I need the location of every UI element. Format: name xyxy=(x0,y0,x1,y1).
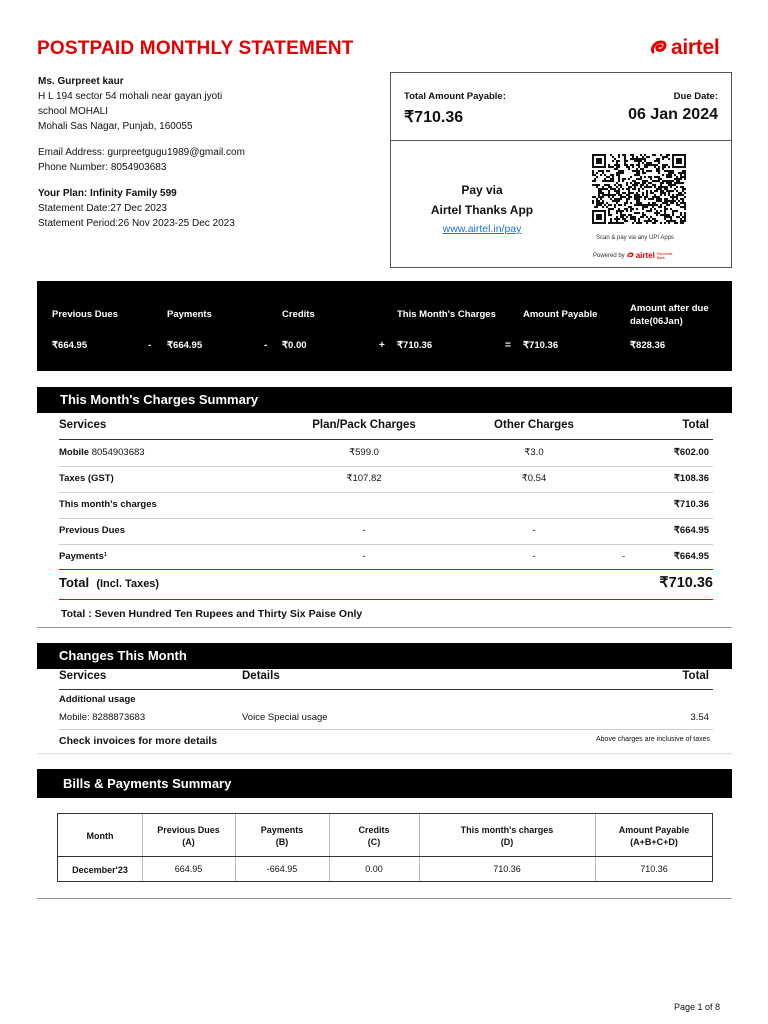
summary-header: Previous Dues xyxy=(52,309,118,320)
due-date-value: 06 Jan 2024 xyxy=(628,106,718,123)
column-header: Month xyxy=(86,831,114,841)
other-charge: ₹0.54 xyxy=(521,473,547,484)
group-label: Additional usage xyxy=(59,694,136,705)
summary-bar xyxy=(37,281,732,371)
summary-value: ₹828.36 xyxy=(630,340,666,351)
bills-payments-table xyxy=(57,813,713,882)
row-total: ₹710.36 xyxy=(673,499,709,510)
service-label: Payments¹ xyxy=(59,551,108,562)
statement-period: Statement Period:26 Nov 2023-25 Dec 2023 xyxy=(38,218,235,229)
summary-value: ₹0.00 xyxy=(282,340,307,351)
page-title: POSTPAID MONTHLY STATEMENT xyxy=(37,38,354,59)
column-header: Total xyxy=(682,670,709,682)
column-header: Amount Payable xyxy=(618,825,690,835)
column-header-sub: (A+B+C+D) xyxy=(630,837,678,847)
due-date-label: Due Date: xyxy=(673,91,718,102)
powered-by-sub: Payments Bank xyxy=(656,251,673,260)
total-label: Total xyxy=(59,575,90,590)
credits-cell: 0.00 xyxy=(365,864,383,874)
column-header: Payments xyxy=(260,825,304,835)
payment-box xyxy=(390,72,732,268)
tax-note: Above charges are inclusive of taxes xyxy=(595,736,710,743)
customer-name: Ms. Gurpreet kaur xyxy=(38,76,124,87)
summary-value: ₹664.95 xyxy=(167,340,203,351)
airtel-swirl-icon xyxy=(650,39,668,57)
total-amount-label: Total Amount Payable: xyxy=(404,91,506,102)
address-line: H L 194 sector 54 mohali near gayan jyoti xyxy=(38,91,223,102)
service-label: This month's charges xyxy=(59,499,157,510)
previous-dues-cell: 664.95 xyxy=(174,864,203,874)
pay-link[interactable]: www.airtel.in/pay xyxy=(442,223,522,235)
usage-details: Voice Special usage xyxy=(242,712,328,723)
scan-text: Scan & pay via any UPI Apps xyxy=(596,235,675,241)
summary-value: ₹710.36 xyxy=(397,340,433,351)
total-in-words: Total : Seven Hundred Ten Rupees and Thirty Six Paise Only xyxy=(61,608,363,620)
column-header: This month's charges xyxy=(460,825,554,835)
minus-sign: - xyxy=(622,551,626,562)
summary-operator: + xyxy=(379,340,385,351)
row-total: 3.54 xyxy=(690,712,709,723)
summary-header: Amount Payable xyxy=(523,309,598,320)
column-header: Previous Dues xyxy=(157,825,220,835)
airtel-swirl-icon xyxy=(627,252,634,259)
summary-header: This Month's Charges xyxy=(397,309,496,320)
service-number: 8054903683 xyxy=(91,447,145,458)
plan-charge: - xyxy=(362,551,366,562)
summary-value: ₹664.95 xyxy=(52,340,88,351)
total-sub-label: (Incl. Taxes) xyxy=(96,578,160,590)
powered-by xyxy=(593,251,675,260)
summary-operator: - xyxy=(148,340,152,351)
column-header: Services xyxy=(59,670,107,682)
email-address: Email Address: gurpreetgugu1989@gmail.com xyxy=(38,147,245,158)
invoice-note: Check invoices for more details xyxy=(59,735,218,747)
plan-name: Your Plan: Infinity Family 599 xyxy=(38,188,177,199)
plan-charge: ₹107.82 xyxy=(346,473,382,484)
column-header: Credits xyxy=(358,825,390,835)
column-header: Details xyxy=(242,670,280,682)
row-total: ₹664.95 xyxy=(673,525,709,536)
other-charge: - xyxy=(532,525,536,536)
column-header: Plan/Pack Charges xyxy=(312,419,416,431)
powered-by-logo: airtel xyxy=(635,251,655,260)
column-header-sub: (B) xyxy=(275,837,289,847)
charges-table-header xyxy=(59,419,713,435)
statement-date: Statement Date:27 Dec 2023 xyxy=(38,203,167,214)
column-header-sub: (C) xyxy=(367,837,381,847)
amount-payable-cell: 710.36 xyxy=(640,864,668,874)
service-label: Taxes (GST) xyxy=(59,473,114,484)
payments-cell: -664.95 xyxy=(266,864,298,874)
row-total: ₹664.95 xyxy=(673,551,709,562)
month-cell: December'23 xyxy=(72,865,128,875)
summary-value: ₹710.36 xyxy=(523,340,559,351)
service-label: Previous Dues xyxy=(59,525,125,536)
section-heading-charges: This Month's Charges Summary xyxy=(37,387,732,413)
month-charges-cell: 710.36 xyxy=(493,864,521,874)
grand-total-value: ₹710.36 xyxy=(659,575,713,591)
service-number: Mobile: 8288873683 xyxy=(59,712,146,723)
address-line: school MOHALI xyxy=(38,106,109,117)
plan-charge: ₹599.0 xyxy=(349,447,379,458)
plan-charge: - xyxy=(362,525,366,536)
summary-operator: - xyxy=(264,340,268,351)
address-line: Mohali Sas Nagar, Punjab, 160055 xyxy=(38,121,193,132)
page-number: Page 1 of 8 xyxy=(673,1002,720,1012)
pay-via-text: Pay via xyxy=(461,183,503,197)
qr-code-icon[interactable] xyxy=(592,154,686,224)
airtel-logo-text: airtel xyxy=(671,36,720,59)
section-heading-changes: Changes This Month xyxy=(37,643,732,669)
section-heading-bills: Bills & Payments Summary xyxy=(37,769,732,798)
column-header: Other Charges xyxy=(494,419,574,431)
column-header: Services xyxy=(59,419,107,431)
summary-operator: = xyxy=(505,340,511,351)
row-total: ₹602.00 xyxy=(673,447,709,458)
phone-number: Phone Number: 8054903683 xyxy=(38,162,167,173)
column-header-sub: (D) xyxy=(500,837,514,847)
airtel-logo xyxy=(650,36,719,60)
powered-by-label: Powered by xyxy=(593,252,625,259)
column-header: Total xyxy=(682,419,709,431)
app-name: Airtel Thanks App xyxy=(430,203,534,217)
other-charge: ₹3.0 xyxy=(524,447,544,458)
summary-header: Credits xyxy=(282,309,315,320)
summary-header: Payments xyxy=(167,309,212,320)
column-header-sub: (A) xyxy=(182,837,195,847)
service-label: Mobile xyxy=(59,447,90,458)
customer-info xyxy=(38,74,368,231)
row-total: ₹108.36 xyxy=(673,473,709,484)
other-charge: - xyxy=(532,551,536,562)
total-amount-value: ₹710.36 xyxy=(404,109,464,126)
summary-header: Amount after due date(06Jan) xyxy=(630,303,709,327)
